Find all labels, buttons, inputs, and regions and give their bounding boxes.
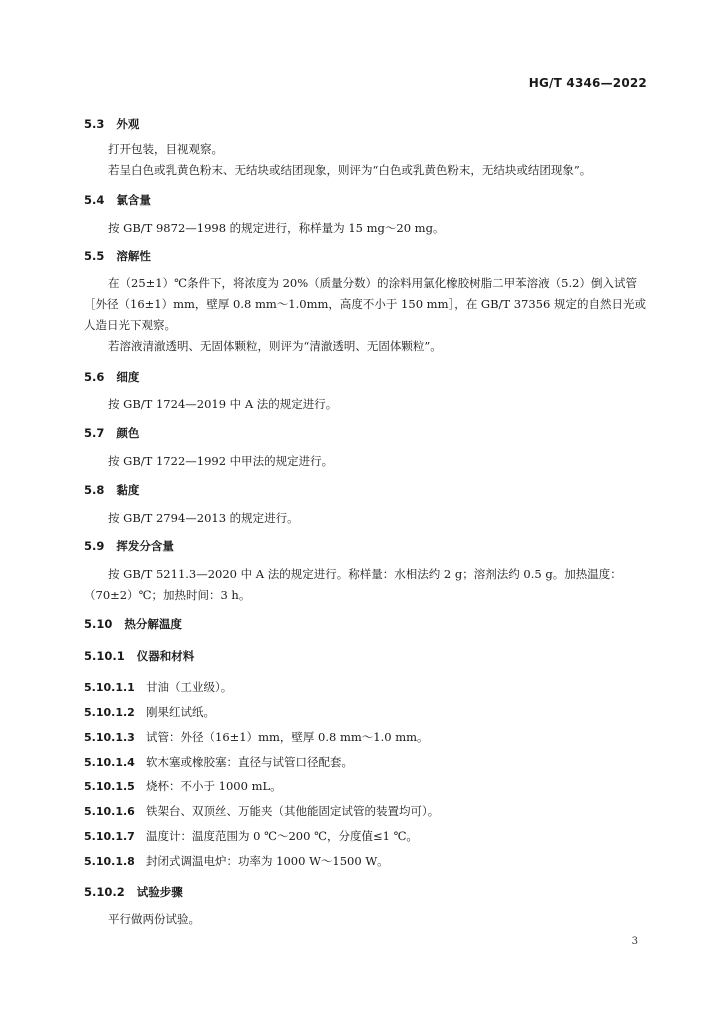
paragraph: 按 GB/T 9872—1998 的规定进行，称样量为 15 mg～20 mg。	[108, 221, 445, 235]
section-title: 仪器和材料	[136, 649, 195, 663]
section-title: 热分解温度	[124, 617, 182, 631]
section-heading-5-10	[84, 616, 182, 632]
section-number: 5.3	[84, 117, 105, 131]
item-text: 烧杯：不小于 1000 mL。	[146, 779, 282, 793]
section-number: 5.6	[84, 370, 105, 384]
item-text: 软木塞或橡胶塞：直径与试管口径配套。	[146, 755, 353, 769]
list-item	[84, 778, 282, 794]
doc-code-header: HG/T 4346—2022	[528, 76, 647, 90]
list-item	[84, 828, 418, 844]
section-number: 5.10.2	[84, 885, 125, 899]
list-item	[84, 679, 232, 695]
section-number: 5.5	[84, 249, 105, 263]
paragraph: 按 GB/T 2794—2013 的规定进行。	[108, 511, 299, 525]
item-text: 封闭式调温电炉：功率为 1000 W～1500 W。	[146, 854, 389, 868]
section-title: 黏度	[116, 483, 140, 497]
section-number: 5.10.1	[84, 649, 125, 663]
section-title: 溶解性	[116, 249, 151, 263]
section-number: 5.10	[84, 617, 113, 631]
section-heading-5-6	[84, 369, 139, 385]
section-number: 5.7	[84, 426, 105, 440]
section-heading-5-8	[84, 482, 139, 498]
item-number: 5.10.1.4	[84, 756, 135, 769]
list-item	[84, 754, 353, 770]
section-title: 外观	[116, 117, 140, 131]
section-title: 试验步骤	[136, 885, 183, 899]
list-item	[84, 729, 429, 745]
section-heading-5-9	[84, 538, 174, 554]
section-heading-5-10-2	[84, 884, 183, 900]
item-number: 5.10.1.8	[84, 855, 135, 868]
item-number: 5.10.1.7	[84, 830, 135, 843]
paragraph: 按 GB/T 1722—1992 中甲法的规定进行。	[108, 454, 334, 468]
section-number: 5.8	[84, 483, 105, 497]
paragraph: 若呈白色或乳黄色粉末、无结块或结团现象，则评为“白色或乳黄色粉末，无结块或结团现象”。	[108, 163, 592, 177]
section-heading-5-3	[84, 116, 139, 132]
item-text: 温度计：温度范围为 0 ℃～200 ℃，分度值≤1 ℃。	[146, 829, 418, 843]
section-heading-5-4	[84, 192, 151, 208]
list-item	[84, 803, 439, 819]
item-number: 5.10.1.5	[84, 780, 135, 793]
page-number: 3	[631, 936, 638, 947]
section-number: 5.9	[84, 539, 105, 553]
paragraph: 按 GB/T 1724—2019 中 A 法的规定进行。	[108, 397, 338, 411]
list-item	[84, 853, 389, 869]
item-number: 5.10.1.1	[84, 681, 135, 694]
list-item	[84, 704, 215, 720]
item-number: 5.10.1.6	[84, 805, 135, 818]
item-text: 试管：外径（16±1）mm，壁厚 0.8 mm～1.0 mm。	[146, 730, 429, 744]
section-title: 氯含量	[116, 193, 151, 207]
item-text: 铁架台、双顶丝、万能夹（其他能固定试管的装置均可）。	[146, 804, 440, 818]
item-number: 5.10.1.2	[84, 706, 135, 719]
section-heading-5-7	[84, 425, 139, 441]
paragraph: 在（25±1）℃条件下，将浓度为 20%（质量分数）的涂料用氯化橡胶树脂二甲苯溶液（5.2）倒入试管［外径（16±1）mm，壁厚 0.8 mm～1.0mm，高度不小于 150 mm］，在 GB/T 37356 规定的自然日光或人造日光下观察。	[84, 276, 646, 332]
section-title: 细度	[116, 370, 140, 384]
paragraph: 若溶液清澈透明、无固体颗粒，则评为“清澈透明、无固体颗粒”。	[108, 339, 442, 353]
paragraph: 平行做两份试验。	[108, 912, 200, 926]
section-title: 挥发分含量	[116, 539, 174, 553]
section-number: 5.4	[84, 193, 105, 207]
paragraph: 按 GB/T 5211.3—2020 中 A 法的规定进行。称样量：水相法约 2 g；溶剂法约 0.5 g。加热温度：（70±2）℃；加热时间：3 h。	[84, 567, 622, 602]
item-text: 刚果红试纸。	[146, 705, 215, 719]
paragraph: 打开包装，目视观察。	[108, 142, 223, 156]
section-heading-5-10-1	[84, 648, 194, 664]
section-title: 颜色	[116, 426, 140, 440]
section-heading-5-5	[84, 248, 151, 264]
item-number: 5.10.1.3	[84, 731, 135, 744]
item-text: 甘油（工业级）。	[146, 680, 233, 694]
